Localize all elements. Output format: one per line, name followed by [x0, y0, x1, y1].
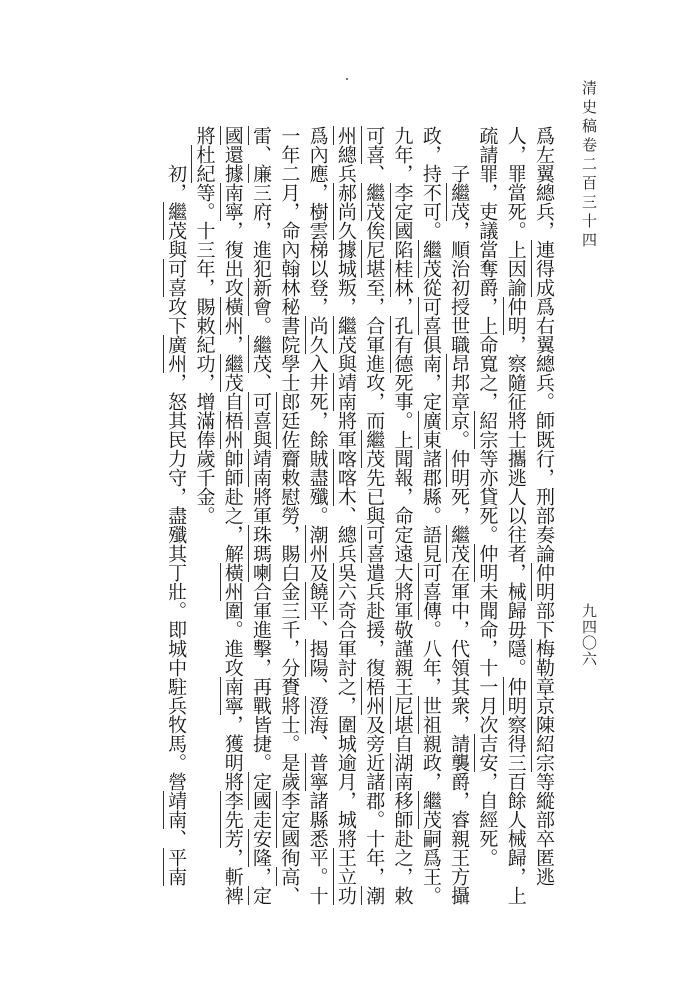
text-run: 入井死，餘賊盡殲。 — [306, 354, 329, 525]
text-run: 等。十三年，賜敕紀功，增滿俸歲千金。 — [193, 183, 216, 525]
text-run: 還據 — [221, 145, 244, 183]
text-run: 初， — [165, 164, 188, 202]
paragraph-2 — [190, 126, 473, 916]
text-run: 遣兵赴援，復 — [363, 563, 386, 677]
text-run: 爲左翼總兵， — [533, 126, 555, 240]
text-run: 諸郡縣。語見 — [419, 449, 442, 563]
proper-name: 仲明 — [448, 449, 471, 487]
text-run: 自 — [221, 392, 244, 411]
proper-name: 紹宗 — [476, 411, 499, 449]
proper-name: 可喜 — [165, 259, 188, 297]
proper-name: 陳紹宗 — [533, 715, 555, 772]
text-run: 移師赴之，敕 — [391, 791, 414, 905]
proper-name: 繼茂 — [221, 354, 244, 392]
proper-name: 繼茂 — [448, 525, 471, 563]
proper-name: 廉 — [250, 164, 273, 183]
proper-name: 安隆 — [250, 829, 273, 867]
proper-name: 吳六奇 — [334, 563, 357, 620]
proper-name: 李先芳 — [221, 791, 244, 848]
proper-name: 喀喀木 — [334, 449, 357, 506]
text-run: ，自經死。 — [476, 772, 499, 867]
proper-name: 仲明 — [476, 544, 499, 582]
text-run: 、 — [363, 164, 386, 183]
text-run: 自 — [391, 734, 414, 753]
page-number: 九四〇六 — [580, 603, 598, 667]
text-run: ，察隨征將士攜逃人以往者，械歸毋隱。 — [504, 335, 527, 677]
text-run: ， — [391, 297, 414, 316]
text-run: ， — [221, 335, 244, 354]
proper-name: 繼茂 — [250, 335, 273, 373]
proper-name: 梧州 — [221, 411, 244, 449]
proper-name: 尚久 — [306, 316, 329, 354]
proper-name: 仲明 — [504, 297, 527, 335]
text-run: 三府，進犯 — [250, 183, 273, 278]
proper-name: 繼茂 — [419, 791, 442, 829]
paragraph-1 — [473, 126, 558, 916]
proper-name: 廣東 — [419, 411, 442, 449]
proper-name: 郝尚久 — [334, 183, 357, 240]
text-run: 帥師赴之，解 — [221, 449, 244, 563]
proper-name: 梅勒章京 — [533, 639, 555, 715]
proper-name: 孔有德 — [391, 316, 414, 373]
proper-name: 梧州 — [363, 677, 386, 715]
proper-name: 吉安 — [476, 734, 499, 772]
proper-name: 可喜傳 — [419, 563, 442, 620]
text-run: 合軍討之，圍城逾月，城將 — [334, 620, 357, 848]
text-run: 及旁近諸郡。十年， — [363, 715, 386, 886]
text-run: 。八年， — [419, 620, 442, 696]
proper-name: 平南 — [165, 848, 188, 886]
proper-name: 饒平 — [306, 582, 329, 620]
text-run: 死， — [448, 487, 471, 525]
text-run: 、 — [165, 829, 188, 848]
text-run: 陷 — [391, 240, 414, 259]
proper-name: 郎廷佐 — [278, 392, 301, 449]
proper-name: 湖南 — [391, 753, 414, 791]
running-header: 清史稿卷二百三十四 — [580, 80, 598, 251]
text-run: 。 — [250, 316, 273, 335]
proper-name: 繼茂 — [419, 240, 442, 278]
proper-name: 仲明 — [504, 677, 527, 715]
proper-name: 王立功 — [334, 848, 357, 905]
text-run: 部下 — [533, 601, 555, 639]
text-run: 俟 — [363, 221, 386, 240]
proper-name: 連得成 — [533, 240, 555, 297]
proper-name: 桂林 — [391, 259, 414, 297]
text-run: 察得三百餘人械歸，上疏請罪，吏議當奪爵，上命寬之， — [476, 126, 527, 905]
text-run: 走 — [250, 810, 273, 829]
text-run: 、 — [306, 620, 329, 639]
proper-name: 雷 — [250, 126, 273, 145]
text-run: 子 — [448, 164, 471, 183]
text-run: ， — [250, 867, 273, 886]
proper-name: 繼茂 — [363, 430, 386, 468]
proper-name: 可喜 — [419, 297, 442, 335]
text-run: 總兵 — [334, 145, 357, 183]
text-run: 合軍進擊，再戰皆捷。 — [250, 582, 273, 772]
text-run: 、 — [250, 145, 273, 164]
text-run: 圍。進攻 — [221, 601, 244, 677]
text-run: 等亦貸死。 — [476, 449, 499, 544]
proper-name: 可喜 — [363, 525, 386, 563]
text-run: 攻下 — [165, 297, 188, 335]
proper-name: 尼堪 — [391, 696, 414, 734]
proper-name: 潮州 — [334, 126, 386, 905]
proper-name: 世祖 — [419, 696, 442, 734]
text-run: 與 — [334, 354, 357, 373]
text-run: 至，合軍進攻，而 — [363, 278, 386, 430]
proper-name: 杜紀 — [193, 145, 216, 183]
proper-name: 揭陽 — [306, 639, 329, 677]
proper-name: 澄海 — [306, 696, 329, 734]
text-run: 及 — [306, 563, 329, 582]
proper-name: 定國 — [250, 772, 273, 810]
print-speck — [346, 78, 348, 80]
text-run: 、 — [250, 373, 273, 392]
text-run: 與 — [165, 240, 188, 259]
body-text — [88, 126, 558, 916]
text-run: 嗣爲王。九年， — [391, 126, 442, 905]
proper-name: 定國 — [221, 126, 273, 905]
text-run: 、 — [306, 734, 329, 753]
proper-name: 仲明 — [533, 563, 555, 601]
text-run: 、 — [306, 677, 329, 696]
proper-name: 可喜 — [363, 126, 386, 164]
text-run: 與 — [250, 430, 273, 449]
text-run: ，復出攻 — [221, 221, 244, 297]
text-run: 將軍 — [250, 487, 273, 525]
proper-name: 繼茂 — [165, 202, 188, 240]
proper-name: 新會 — [250, 278, 273, 316]
proper-name: 尼堪 — [363, 240, 386, 278]
text-run: 。 — [448, 430, 471, 449]
proper-name: 南寧 — [221, 183, 244, 221]
proper-name: 靖南 — [165, 791, 188, 829]
proper-name: 可喜 — [250, 392, 273, 430]
text-run: 據城叛， — [334, 240, 357, 316]
text-run: 等縱部卒匿逃人，罪當死。上因諭 — [504, 126, 555, 886]
text-run: ，順治初授世職 — [448, 221, 471, 354]
text-run: 徇 — [278, 848, 301, 867]
proper-name: 南寧 — [221, 677, 244, 715]
text-run: 未聞命，十一月次 — [476, 582, 499, 734]
text-run: 、 — [278, 886, 301, 905]
proper-name: 高 — [278, 867, 301, 886]
proper-name: 普寧 — [306, 753, 329, 791]
text-run: 從 — [419, 278, 442, 297]
text-run: 死事。上聞報，命定遠大將軍敬謹親王 — [391, 373, 414, 696]
text-run: ，斬裨將 — [193, 126, 244, 905]
text-run: 齎敕慰勞，賜白金三千，分賚將士。是歲 — [278, 449, 301, 791]
text-run: 先已與 — [363, 468, 386, 525]
text-run: 爲內應，樹雲梯以登， — [306, 126, 329, 316]
proper-name: 李定國 — [391, 183, 414, 240]
proper-name: 珠瑪喇 — [250, 525, 273, 582]
proper-name: 李定國 — [278, 791, 301, 848]
proper-name: 潮州 — [306, 525, 329, 563]
text-run: ，怒其民力守，盡殲其丁壯。即城中駐兵牧馬。營 — [165, 373, 188, 791]
proper-name: 繼茂 — [448, 183, 471, 221]
proper-name: 靖南 — [334, 373, 357, 411]
proper-name: 繼茂 — [363, 183, 386, 221]
proper-name: 繼茂 — [334, 316, 357, 354]
proper-name: 橫州 — [221, 563, 244, 601]
text-run: ，獲明將 — [221, 715, 244, 791]
paragraph-3 — [162, 126, 190, 916]
text-run: 爲右翼總兵。師既行，刑部奏論 — [533, 297, 555, 563]
proper-name: 橫州 — [221, 297, 244, 335]
text-run: 親政， — [419, 734, 442, 791]
text-run: 將軍 — [334, 411, 357, 449]
text-run: 諸縣悉平。十一年二月，命內翰林秘書院學士 — [278, 126, 329, 905]
proper-name: 廣州 — [165, 335, 188, 373]
text-run: 、總兵 — [334, 506, 357, 563]
proper-name: 昂邦章京 — [448, 354, 471, 430]
text-run: 在軍中，代領其衆，請襲爵，睿親王方攝政，持不可。 — [419, 126, 471, 905]
text-run: 俱南，定 — [419, 335, 442, 411]
proper-name: 靖南 — [250, 449, 273, 487]
